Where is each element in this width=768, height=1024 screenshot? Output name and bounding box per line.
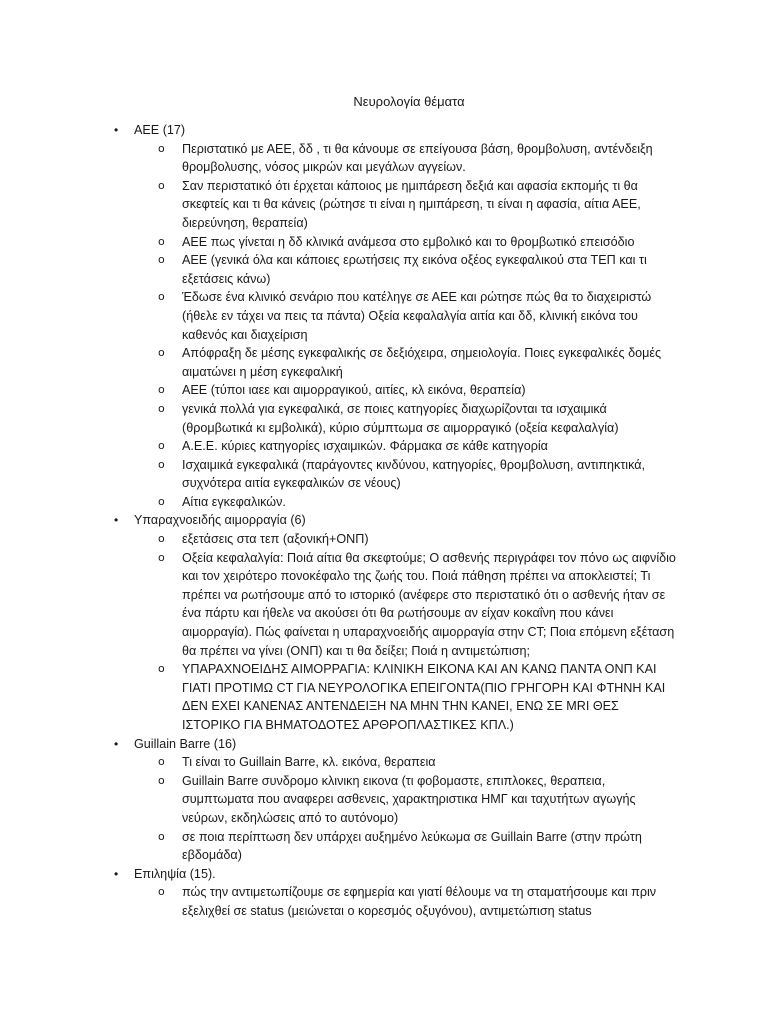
bullet-circle-icon: o — [158, 550, 165, 564]
question-text: Οξεία κεφαλαλγία: Ποιά αίτια θα σκεφτούμε; Ο ασθενής περιγράφει τον πόνο ως αιφνίδιο και τον χειρότερο πονοκέφαλο της ζωής του. Ποιά πάθηση πρέπει να αποκλειστεί; Τι πρέπει να ρωτήσουμε από το ιστορικό (ανέφερε στο περιστατικό ότι ο ασθενής ήταν σε ένα πάρτυ και ήθελε να ακούσει ότι θα ρωτήσουμε αν είχαν κοκαΐνη που κάνει αιμορραγία). Πώς φαίνεται η υπαραχνοειδής αιμορραγία στην CT; Ποια επόμενη εξέταση θα πρέπει να γίνει (ΟΝΠ) και τι θα δείξει; Ποιά η αντιμετώπιση; — [182, 550, 676, 658]
question-text: ΑΕΕ πως γίνεται η δδ κλινικά ανάμεσα στο εμβολικό και το θρομβωτικό επεισόδιο — [182, 234, 635, 249]
question-text: γενικά πολλά για εγκεφαλικά, σε ποιες κατηγορίες διαχωρίζονται τα ισχαιμικά (θρομβωτικά κι εμβολικά), κύριο σύμπτωμα σε αιμορραγικό (οξεία κεφαλαλγία) — [182, 401, 619, 435]
topic-heading: Guillain Barre (16) — [134, 736, 237, 751]
question-item — [158, 437, 678, 456]
topic-section — [110, 865, 678, 921]
question-text: Απόφραξη δε μέσης εγκεφαλικής σε δεξιόχειρα, σημειολογία. Ποιες εγκεφαλικές δομές αιματώνει η μέση εγκεφαλική — [182, 346, 662, 379]
question-list — [134, 530, 678, 735]
bullet-disc-icon: • — [114, 513, 119, 528]
topic-section — [110, 121, 678, 511]
question-list — [134, 140, 678, 512]
question-text: ΑΕΕ (γενικά όλα και κάποιες ερωτήσεις πχ εικόνα οξέος εγκεφαλικού στα ΤΕΠ και τι εξετάσεις κάνω) — [182, 253, 647, 286]
question-item — [158, 530, 678, 549]
bullet-circle-icon: o — [158, 253, 165, 267]
document-title: Νευρολογία θέματα — [353, 94, 465, 109]
question-text: Περιστατικό με ΑΕΕ, δδ , τι θα κάνουμε σε επείγουσα βάση, θρομβολυση, αντένδειξη θρομβολυσης, νόσος μικρών και μεγάλων αγγείων. — [182, 141, 653, 175]
question-text: Σαν περιστατικό ότι έρχεται κάποιος με ημιπάρεση δεξιά και αφασία εκπομής τι θα σκεφτείς και τι θα κάνεις (ρώτησε τι είναι η ημιπάρεση, τι είναι η αφασία, αίτια ΑΕΕ, διερεύνηση, θεραπεία) — [182, 178, 641, 230]
question-item — [158, 456, 678, 493]
bullet-circle-icon: o — [158, 290, 165, 304]
question-item — [158, 344, 678, 381]
question-text: εξετάσεις στα τεπ (αξονική+ΟΝΠ) — [182, 532, 369, 547]
question-item — [158, 828, 678, 865]
bullet-circle-icon: o — [158, 773, 165, 787]
topic-list — [110, 121, 678, 921]
bullet-circle-icon: o — [158, 885, 165, 899]
question-item — [158, 772, 678, 828]
question-text: ΑΕΕ (τύποι ιαεε και αιμορραγικού, αιτίες, κλ εικόνα, θεραπεία) — [182, 383, 526, 398]
question-item — [158, 549, 678, 661]
bullet-circle-icon: o — [158, 401, 165, 415]
topic-section — [110, 735, 678, 865]
question-text: Έδωσε ένα κλινικό σενάριο που κατέληγε σε ΑΕΕ και ρώτησε πώς θα το διαχειριστώ (ήθελε εν τάχει να πεις τα πάντα) Οξεία κεφαλαλγία αιτία και δδ, κλινική εικόνα του καθενός και διαχείριση — [182, 290, 652, 342]
question-item — [158, 251, 678, 288]
question-text: σε ποια περίπτωση δεν υπάρχει αυξημένο λεύκωμα σε Guillain Barre (στην πρώτη εβδομάδα) — [182, 829, 642, 863]
question-text: Ισχαιμικά εγκεφαλικά (παράγοντες κινδύνου, κατηγορίες, θρομβολυση, αντιπηκτικά, συχνότερα αιτία εγκεφαλικών σε νέους) — [182, 457, 646, 491]
question-item — [158, 753, 678, 772]
bullet-circle-icon: o — [158, 346, 165, 360]
question-text: Αίτια εγκεφαλικών. — [182, 494, 286, 509]
question-text: Guillain Barre συνδρομο κλινικη εικονα (τι φοβομαστε, επιπλοκες, θεραπεια, συμπτωματα που αναφερει ασθενεις, χαρακτηριστικα ΗΜΓ και ταχυτήτων αγωγής νεύρων, εκδηλώσεις από το αυτόνομο) — [182, 773, 636, 825]
topic-heading: Υπαραχνοειδής αιμορραγία (6) — [134, 513, 306, 528]
bullet-circle-icon: o — [158, 755, 165, 769]
bullet-circle-icon: o — [158, 829, 165, 843]
bullet-disc-icon: • — [114, 123, 119, 137]
bullet-circle-icon: o — [158, 383, 165, 397]
question-text: Τι είναι το Guillain Barre, κλ. εικόνα, θεραπεια — [182, 755, 436, 770]
question-item — [158, 883, 678, 920]
question-item — [158, 140, 678, 177]
question-list — [134, 753, 678, 865]
question-item — [158, 288, 678, 344]
question-text: πώς την αντιμετωπίζουμε σε εφημερία και γιατί θέλουμε να τη σταματήσουμε και πριν εξελιχθεί σε status (μειώνεται ο κορεσμός οξυγόνου), αντιμετώπιση status — [182, 885, 657, 918]
question-list — [134, 883, 678, 920]
bullet-circle-icon: o — [158, 178, 165, 192]
bullet-circle-icon: o — [158, 662, 165, 676]
question-item — [158, 660, 678, 734]
bullet-circle-icon: o — [158, 494, 165, 508]
question-item — [158, 493, 678, 512]
bullet-circle-icon: o — [158, 439, 165, 453]
bullet-circle-icon: o — [158, 532, 165, 546]
topic-section — [110, 511, 678, 734]
question-item — [158, 177, 678, 233]
question-text: ΥΠΑΡΑΧΝΟΕΙΔΗΣ ΑΙΜΟΡΡΑΓΙΑ: ΚΛΙΝΙΚΗ ΕΙΚΟΝΑ ΚΑΙ ΑΝ ΚΑΝΩ ΠΑΝΤΑ ΟΝΠ ΚΑΙ ΓΙΑΤΙ ΠΡΟΤΙΜΩ CT ΓΙΑ ΝΕΥΡΟΛΟΓΙΚΑ ΕΠΕΙΓΟΝΤΑ(ΠΙΟ ΓΡΗΓΟΡΗ ΚΑΙ ΦΤΗΝΗ ΚΑΙ ΔΕΝ ΕΧΕΙ ΚΑΝΕΝΑΣ ΑΝΤΕΝΔΕΙΞΗ ΝΑ ΜΗΝ ΤΗΝ ΚΑΝΕΙ, ΕΝΩ ΣΕ MRI ΘΕΣ ΙΣΤΟΡΙΚΟ ΓΙΑ ΒΗΜΑΤΟΔΟΤΕΣ ΑΡΘΡΟΠΛΑΣΤΙΚΕΣ ΚΠΛ.) — [182, 662, 666, 732]
question-item — [158, 381, 678, 400]
bullet-disc-icon: • — [114, 866, 119, 881]
bullet-circle-icon: o — [158, 141, 165, 155]
bullet-circle-icon: o — [158, 234, 165, 248]
bullet-circle-icon: o — [158, 457, 165, 471]
bullet-disc-icon: • — [114, 736, 119, 751]
question-item — [158, 400, 678, 437]
question-text: Α.Ε.Ε. κύριες κατηγορίες ισχαιμικών. Φάρμακα σε κάθε κατηγορία — [182, 439, 548, 454]
question-item — [158, 233, 678, 252]
topic-heading: Επιληψία (15). — [134, 866, 216, 881]
topic-heading: ΑΕΕ (17) — [134, 123, 186, 137]
